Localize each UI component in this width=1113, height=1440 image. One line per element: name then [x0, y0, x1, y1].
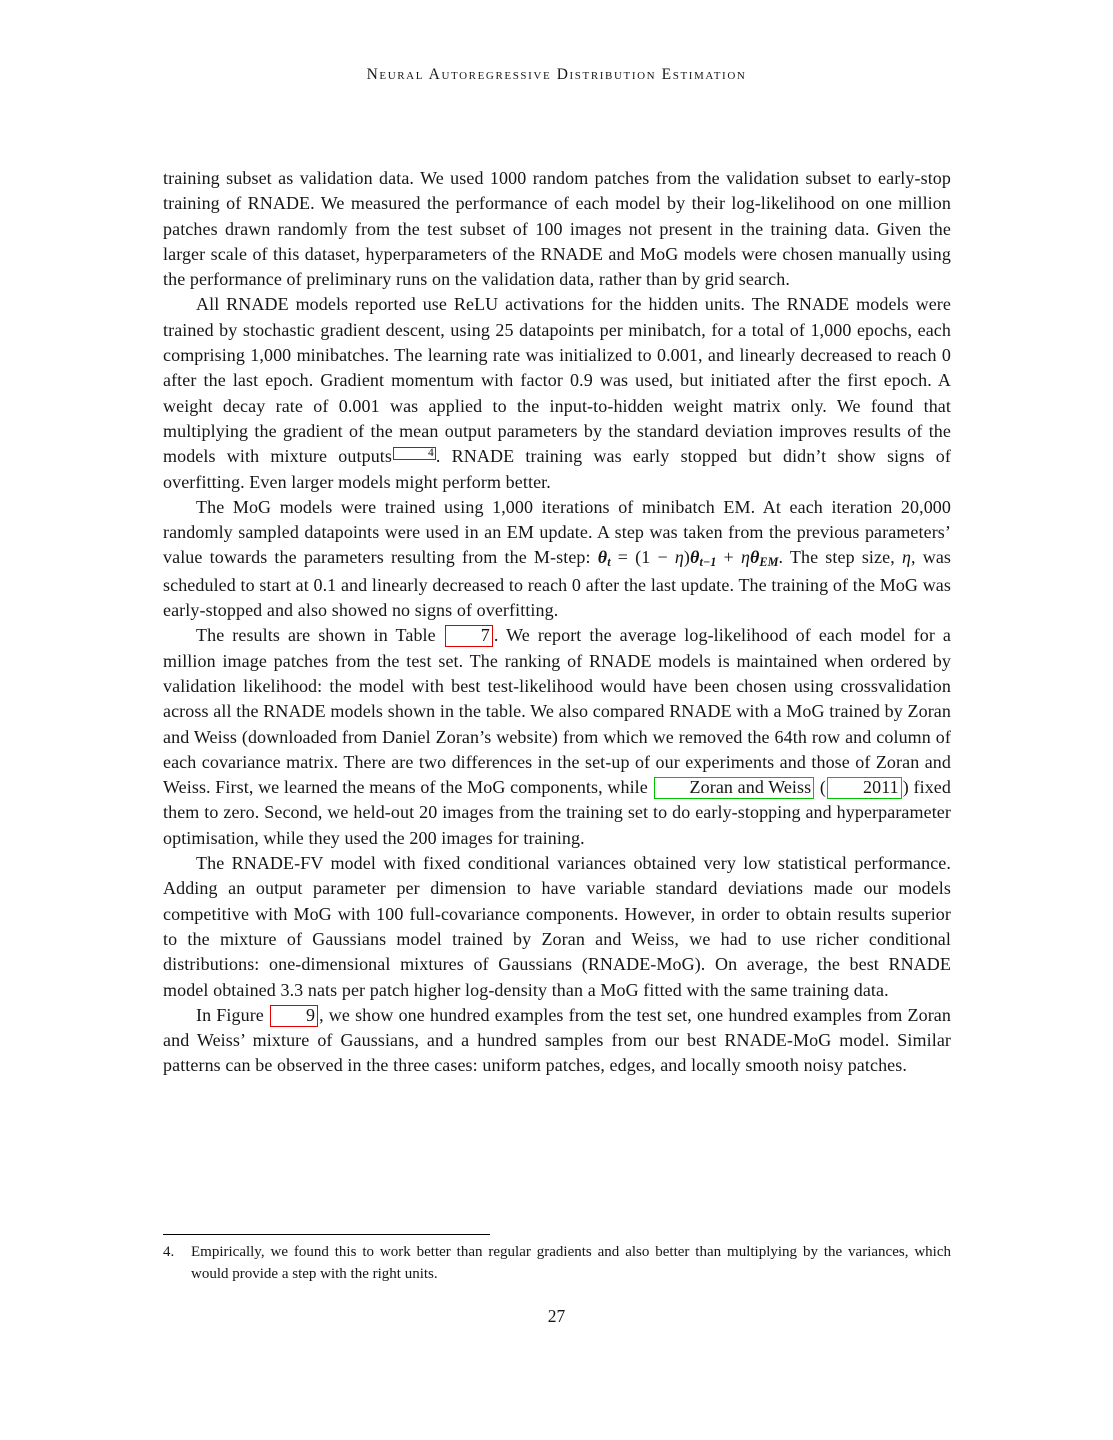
page-number: 27 [547, 1306, 566, 1326]
running-head: Neural Autoregressive Distribution Estimation [366, 66, 747, 83]
paragraph [163, 292, 951, 494]
text-segment: All RNADE models reported use ReLU activations for the hidden units. The RNADE models were trained by stochastic gradient descent, using 25 datapoints per minibatch, for a total of 1,000 epochs, each comprising 1,000 minibatches. The learning rate was initialized to 0.001, and linearly decreased to reach 0 after the last epoch. Gradient momentum with factor 0.9 was used, but initiated after the first epoch. A weight decay rate of 0.001 was applied to the input-to-hidden weight matrix only. We found that multiplying the gradient of the mean output parameters by the standard deviation improves results of the models with mixture outputs [163, 294, 951, 467]
text-segment: training subset as validation data. We used 1000 random patches from the validation subset to early-stop training of RNADE. We measured the performance of each model by their log-likelihood on one million patches drawn randomly from the test subset of 100 images not present in the training data. Given the larger scale of this dataset, hyperparameters of the RNADE and MoG models were chosen manually using the performance of preliminary runs on the validation data, rather than by grid search. [163, 168, 951, 290]
math-symbol: θ [690, 547, 700, 568]
body-text [163, 166, 951, 1079]
math-symbol: t [607, 555, 611, 570]
math-symbol: η [901, 547, 911, 568]
footnote-marker: 4. [163, 1244, 175, 1260]
footnote [163, 1242, 951, 1285]
text-segment: The RNADE-FV model with fixed conditional variances obtained very low statistical performance. Adding an output parameter per dimension to have variable standard deviations made our models competitive with MoG with 100 full-covariance components. However, in order to obtain results superior to the mixture of Gaussians model trained by Zoran and Weiss, we had to use richer conditional distributions: one-dimensional mixtures of Gaussians (RNADE-MoG). On average, the best RNADE model obtained 3.3 nats per patch higher log-density than a MoG fitted with the same training data. [163, 853, 951, 1000]
text-segment: The MoG models were trained using 1,000 iterations of minibatch EM. At each iteration 20,000 randomly sampled datapoints were used in an EM update. A step was taken from the previous parameters’ value towards the parameters resulting from the M-step: [163, 496, 951, 568]
text-segment: , we show one hundred examples from the test set, one hundred examples from Zoran and Weiss’ mixture of Gaussians, and a hundred samples from our best RNADE-MoG model. Similar patterns can be observed in the three cases: uniform patches, edges, and locally smooth noisy patches. [163, 1004, 951, 1076]
text-segment: . We report the average log-likelihood of each model for a million image patches from the test set. The ranking of RNADE models is maintained when ordered by validation likelihood: the model with best test-likelihood would have been chosen using crossvalidation across all the RNADE models shown in the table. We also compared RNADE with a MoG trained by Zoran and Weiss (downloaded from Daniel Zoran’s website) from which we removed the 64th row and column of each covariance matrix. There are two differences in the set-up of our experiments and those of Zoran and Weiss. First, we learned the means of the MoG components, while [163, 625, 951, 798]
text-segment: In Figure [196, 1004, 269, 1025]
math-symbol: ) [683, 547, 691, 568]
math-symbol: θ [749, 547, 760, 568]
paragraph [163, 495, 951, 623]
math-symbol: = (1 − [610, 547, 675, 568]
footnote-block [163, 1234, 951, 1285]
paragraph [163, 166, 951, 292]
footnote-text: Empirically, we found this to work better than regular gradients and also better than multiplying by the variances, which would provide a step with the right units. [191, 1244, 951, 1282]
text-segment: , was scheduled to start at 0.1 and linearly decreased to reach 0 after the last update. The training of the MoG was early-stopped and also showed no signs of overfitting. [163, 547, 952, 621]
text-segment: The results are shown in Table [196, 625, 444, 646]
math-symbol: + [716, 547, 741, 568]
paragraph [163, 851, 951, 1003]
paragraph [163, 623, 951, 851]
figure-ref-link[interactable]: 9 [270, 1005, 318, 1027]
text-segment: . The step size, [778, 547, 902, 568]
paragraph [163, 1003, 951, 1079]
math-symbol: EM [759, 555, 779, 570]
footnote-rule [163, 1234, 490, 1235]
text-segment: . RNADE training was early stopped but didn’t show signs of overfitting. Even larger models might perform better. [163, 446, 951, 492]
text-segment: ( [815, 777, 827, 798]
math-symbol: θ [597, 547, 608, 568]
table-ref-link[interactable]: 7 [445, 625, 493, 647]
math-symbol: t−1 [699, 555, 717, 570]
text-segment: ) fixed them to zero. Second, we held-out 20 images from the training set to do early-stopping and hyperparameter optimisation, while they used the 200 images for training. [163, 777, 951, 848]
math-symbol: η [674, 547, 684, 568]
citation-link[interactable]: Zoran and Weiss [654, 777, 815, 799]
footnote-ref-link[interactable]: 4 [393, 447, 436, 461]
citation-year-link[interactable]: 2011 [827, 777, 902, 799]
math-symbol: η [740, 547, 750, 568]
